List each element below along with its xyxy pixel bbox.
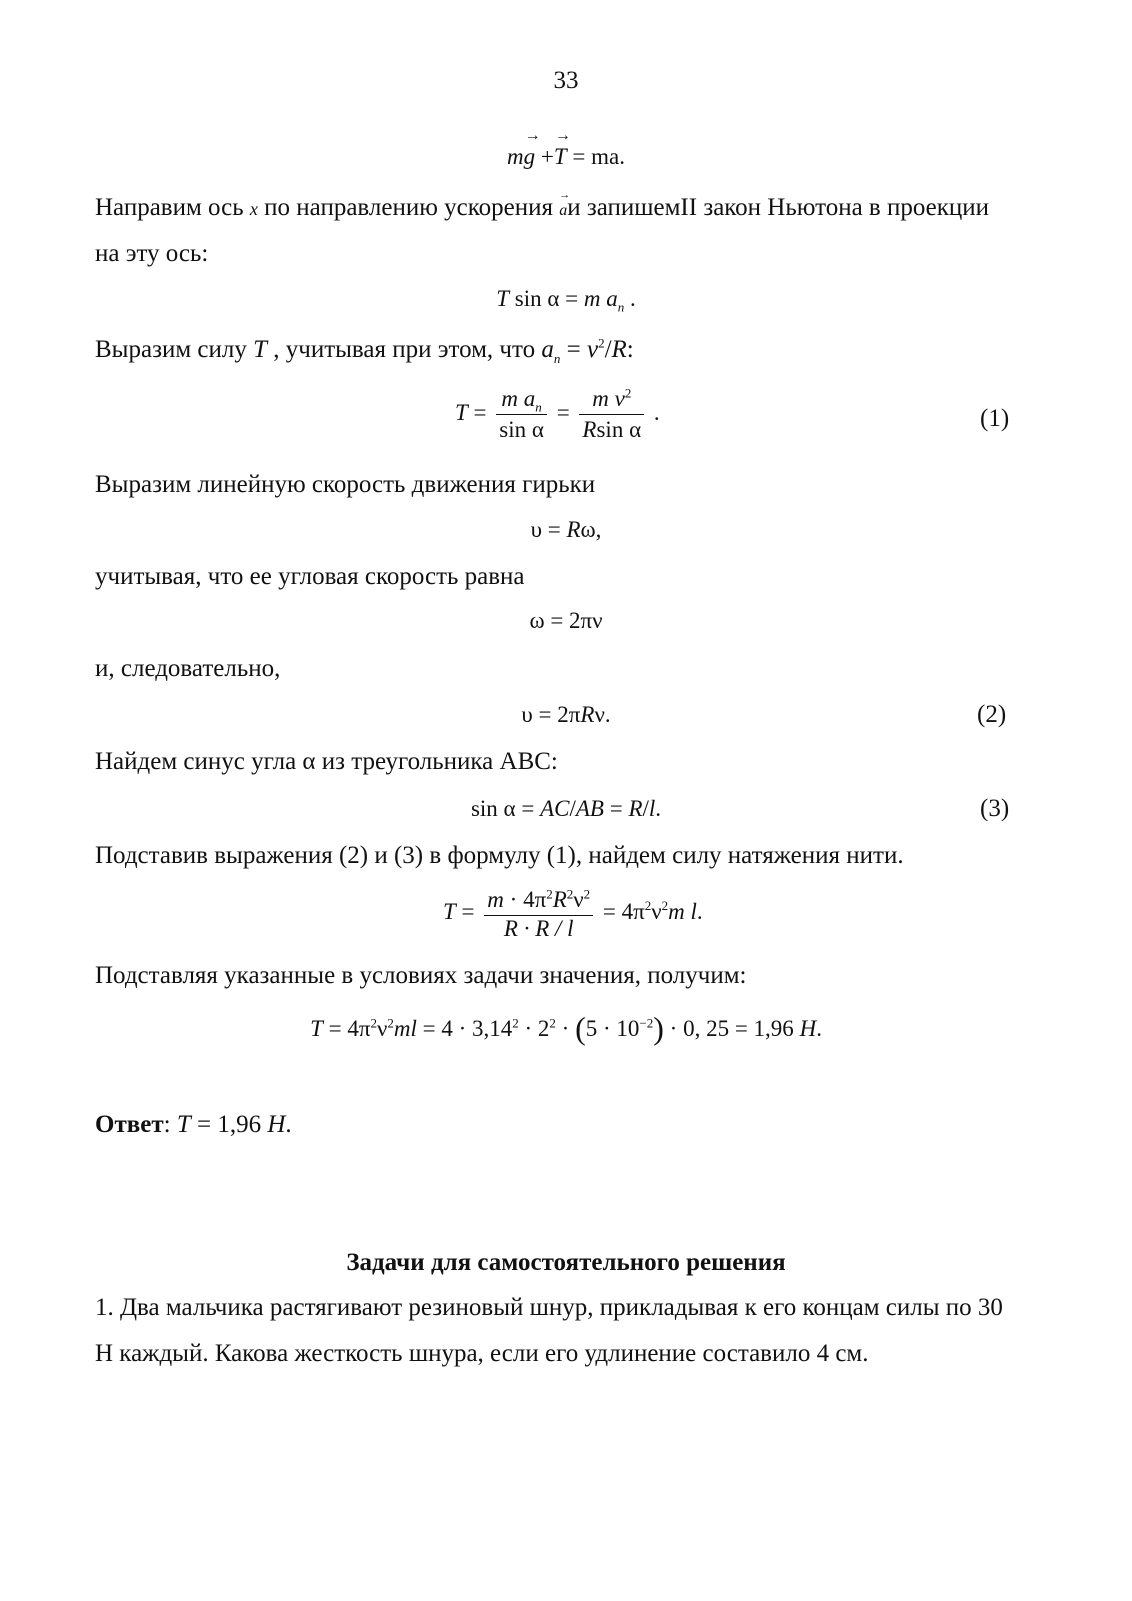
vector-g: → g [524,144,536,170]
paragraph-substitute: Подставив выражения (2) и (3) в формулу (1), найдем силу натяжения нити. [95,842,904,869]
page-number: 33 [553,67,579,94]
answer: Ответ: T = 1,96 H. [95,1111,292,1138]
equation-linear-speed: υ = Rω, [530,517,602,542]
equation-angular-speed: ω = 2πν [529,608,603,633]
paragraph-linear-speed: Выразим линейную скорость движения гирьки [95,471,596,498]
paragraph-find-sine: Найдем синус угла α из треугольника АВС: [95,748,558,775]
equation-3-number: (3) [980,795,1010,822]
equation-1: T = $\frac{m a_n}{\text{sin α}}$ = $\frac{m v^2}{\text{Rsin α}}$ . [455,385,660,442]
vector-t: → T [554,144,567,170]
equation-newton-vector: m→ g +→ T = ma. [0,144,1132,170]
equation-tension: T = $\frac{m \cdot 4\pi^2R^2\nu^2}{R \cdot R / l} = 4\pi^2\nu^2m$ l. [443,886,703,941]
paragraph-angular-speed: учитывая, что ее угловая скорость равна [95,563,525,590]
task-1-line-2: Н каждый. Какова жесткость шнура, если его удлинение составило 4 см. [95,1340,869,1367]
equation-numeric: $T = 4\pi^2\nu^2ml = 4 \cdot 3,14^2 \cdot 2^2 \cdot (5 \cdot 10^{-2}) \cdot 0$, 25 = 1,96 H. [310,1010,822,1046]
paragraph-express-force: Выразим силу T , учитывая при этом, что $a_n = v^2/R$: [95,335,634,366]
equation-2-number: (2) [977,701,1007,728]
paragraph-plug-values: Подставляя указанные в условиях задачи значения, получим: [95,962,747,989]
equation-1-number: (1) [980,405,1010,432]
equation-projection: T sin α = m $a_n$ . [496,286,636,315]
section-heading: Задачи для самостоятельного решения [346,1249,786,1276]
equation-2: υ = 2πRν. [521,702,611,727]
paragraph-consequently: и, следовательно, [95,655,281,682]
paragraph-axis-direction-cont: на эту ось: [95,240,209,267]
equation-3: sin α = AC/AB = R/l. [470,796,662,821]
task-1-line-1: 1. Два мальчика растягивают резиновый шнур, прикладывая к его концам силы по 30 [95,1294,1003,1321]
paragraph-axis-direction: Направим ось x по направлению ускорения → aи запишемII закон Ньютона в проекции [95,194,989,222]
